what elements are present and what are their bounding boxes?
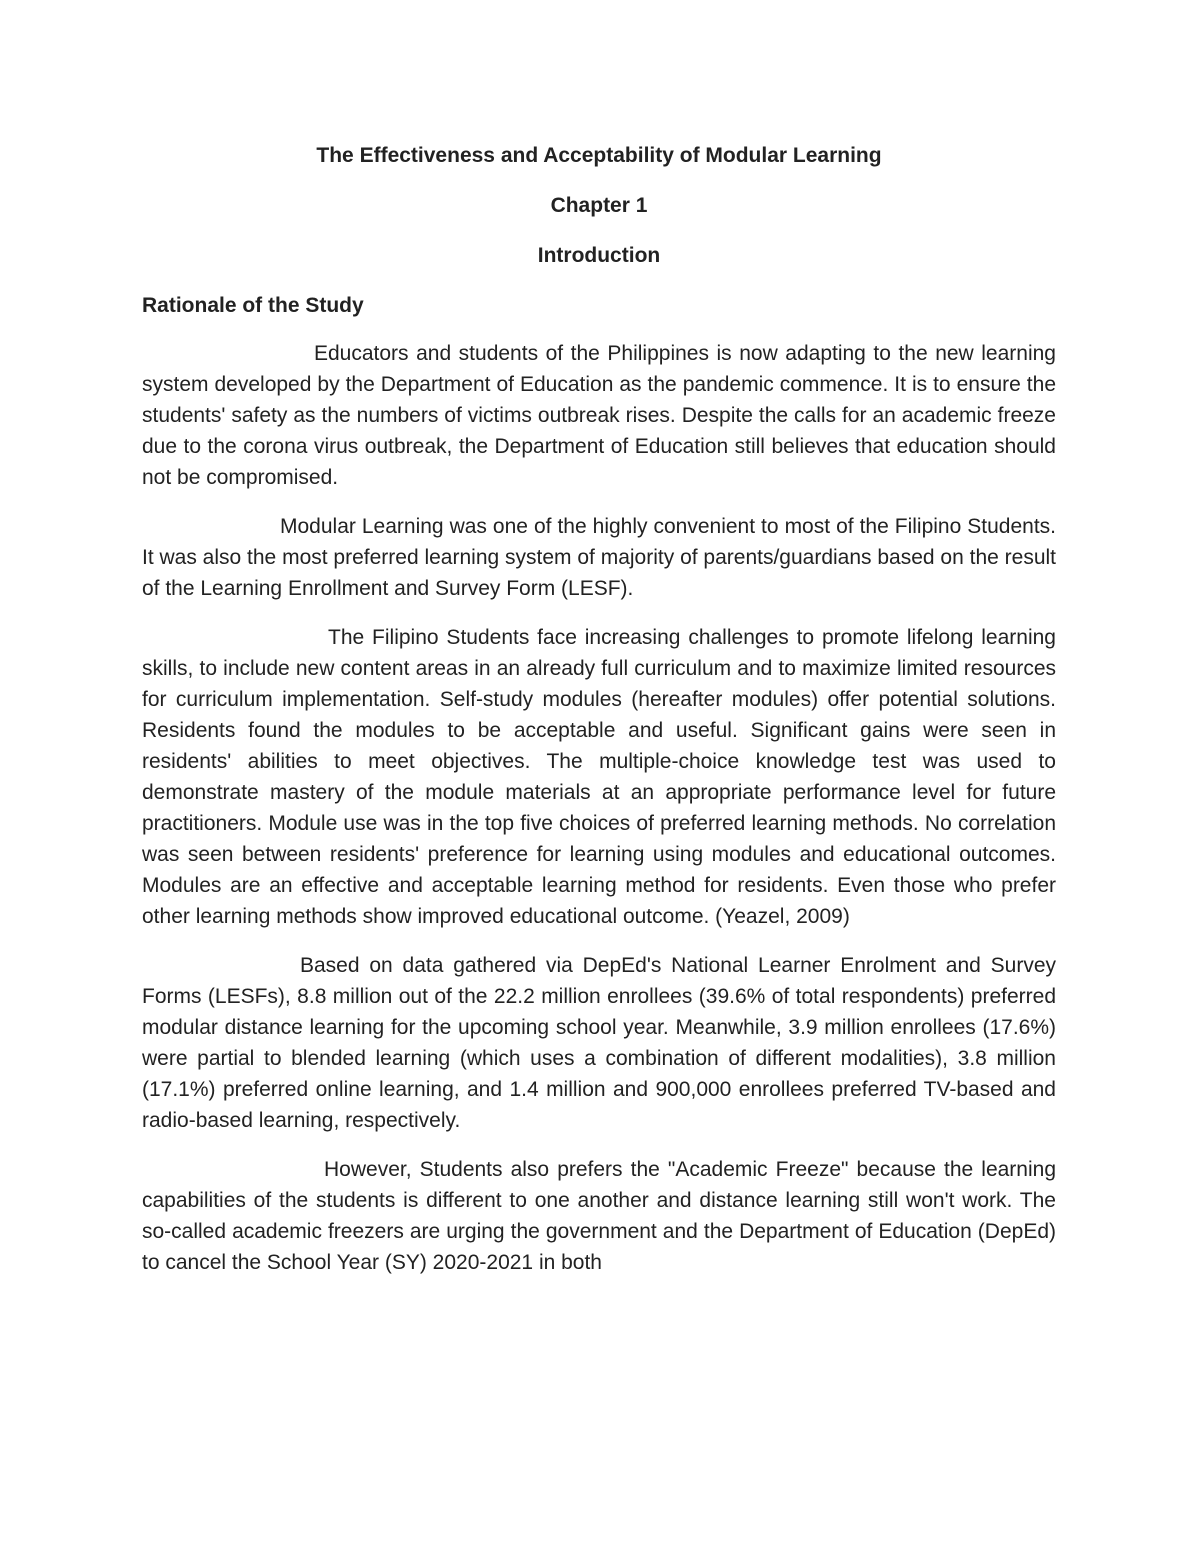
- paragraph-2: Modular Learning was one of the highly convenient to most of the Filipino Students. It was also the most preferred learning system of majority of parents/guardians based on the result of the Learning Enrollment and Survey Form (LESF).: [142, 515, 1056, 600]
- document-title: The Effectiveness and Acceptability of Modular Learning: [316, 144, 882, 167]
- document-page: [142, 138, 1056, 1278]
- paragraph-4: Based on data gathered via DepEd's National Learner Enrolment and Survey Forms (LESFs), 8.8 million out of the 22.2 million enrollees (39.6% of total respondents) preferred modular distance learning for the upcoming school year. Meanwhile, 3.9 million enrollees (17.6%) were partial to blended learning (which uses a combination of different modalities), 3.8 million (17.1%) preferred online learning, and 1.4 million and 900,000 enrollees preferred TV-based and radio-based learning, respectively.: [142, 954, 1056, 1132]
- paragraph-5: However, Students also prefers the "Academic Freeze" because the learning capabilities of the students is different to one another and distance learning still won't work. The so-called academic freezers are urging the government and the Department of Education (DepEd) to cancel the School Year (SY) 2020-2021 in both: [142, 1158, 1056, 1274]
- subsection-heading: Rationale of the Study: [142, 294, 364, 317]
- paragraph-3: The Filipino Students face increasing challenges to promote lifelong learning skills, to include new content areas in an already full curriculum and to maximize limited resources for curriculum implementation. Self-study modules (hereafter modules) offer potential solutions. Residents found the modules to be acceptable and useful. Significant gains were seen in residents' abilities to meet objectives. The multiple-choice knowledge test was used to demonstrate mastery of the module materials at an appropriate performance level for future practitioners. Module use was in the top five choices of preferred learning methods. No correlation was seen between residents' preference for learning using modules and educational outcomes. Modules are an effective and acceptable learning method for residents. Even those who prefer other learning methods show improved educational outcome. (Yeazel, 2009): [142, 626, 1056, 928]
- paragraph-1: Educators and students of the Philippines is now adapting to the new learning system developed by the Department of Education as the pandemic commence. It is to ensure the students' safety as the numbers of victims outbreak rises. Despite the calls for an academic freeze due to the corona virus outbreak, the Department of Education still believes that education should not be compromised.: [142, 342, 1056, 489]
- section-heading: Introduction: [537, 244, 661, 267]
- chapter-heading: Chapter 1: [550, 194, 648, 217]
